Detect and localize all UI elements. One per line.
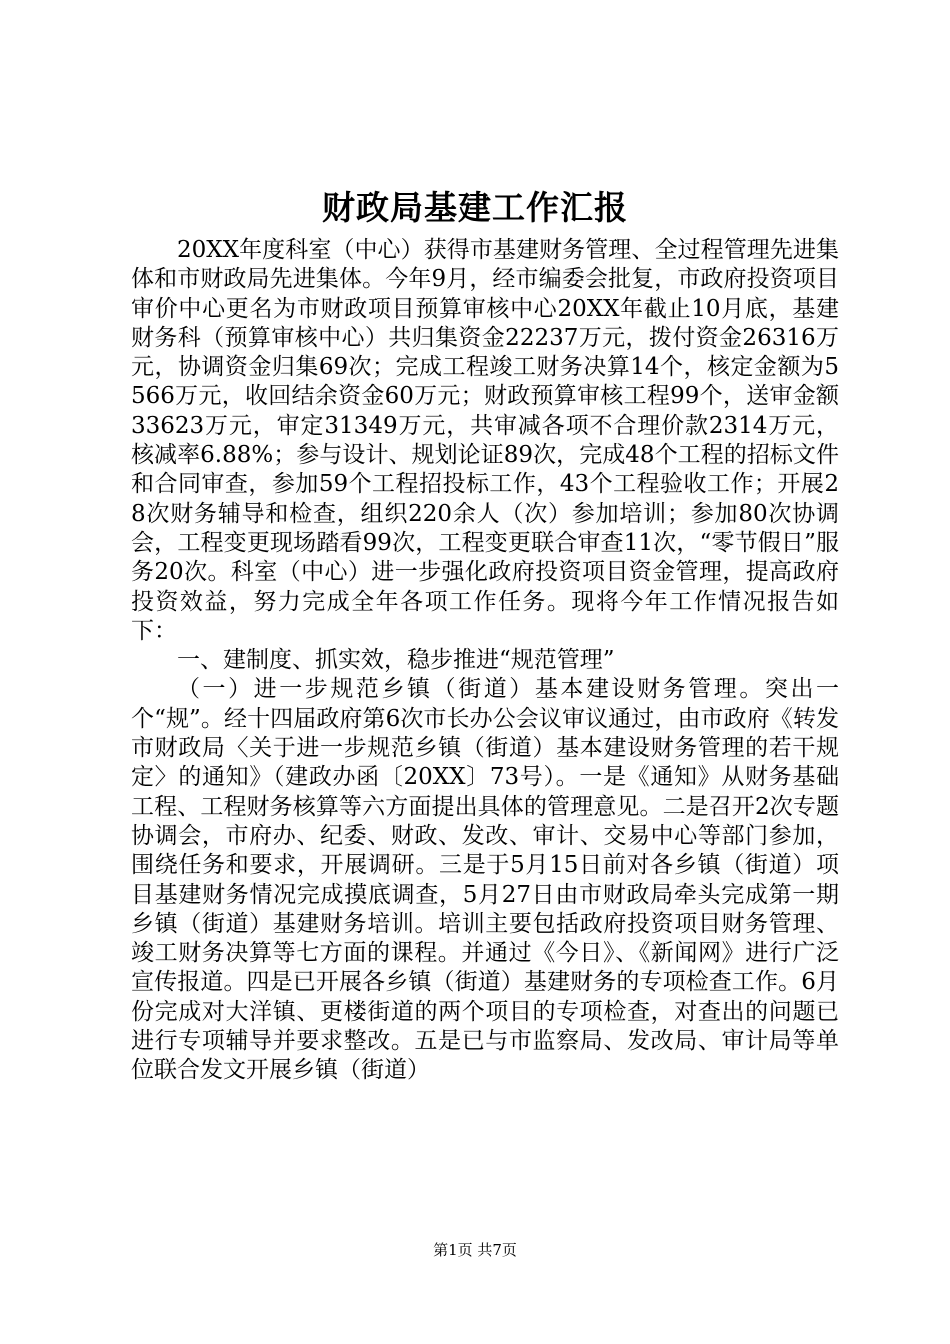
paragraph-section-1-1: （一）进一步规范乡镇（街道）基本建设财务管理。突出一个“规”。经十四届政府第6次市长办公会议审议通过，由市政府《转发市财政局〈关于进一步规范乡镇（街道）基本建设财务管理的若干规定〉的通知》（建政办函〔20XX〕73号）。一是《通知》从财务基础工程、工程财务核算等六方面提出具体的管理意见。二是召开2次专题协调会，市府办、纪委、财政、发改、审计、交易中心等部门参加，围绕任务和要求，开展调研。三是于5月15日前对各乡镇（街道）项目基建财务情况完成摸底调查，5月27日由市财政局牵头完成第一期乡镇（街道）基建财务培训。培训主要包括政府投资项目财务管理、竣工财务决算等七方面的课程。并通过《今日》、《新闻网》进行广泛宣传报道。四是已开展各乡镇（街道）基建财务的专项检查工作。6月份完成对大洋镇、更楼街道的两个项目的专项检查，对查出的问题已进行专项辅导并要求整改。五是已与市监察局、发改局、审计局等单位联合发文开展乡镇（街道） — [131, 676, 839, 1084]
page-footer: 第1页 共7页 — [433, 1241, 517, 1259]
paragraph-intro: 20XX年度科室（中心）获得市基建财务管理、全过程管理先进集体和市财政局先进集体。今年9月，经市编委会批复，市政府投资项目审价中心更名为市财政项目预算审核中心20XX年截止10月底，基建财务科（预算审核中心）共归集资金22237万元，拨付资金26316万元，协调资金归集69次；完成工程竣工财务决算14个，核定金额为5566万元，收回结余资金60万元；财政预算审核工程99个，送审金额33623万元，审定31349万元，共审减各项不合理价款2314万元，核减率6.88%；参与设计、规划论证89次，完成48个工程的招标文件和合同审查，参加59个工程招投标工作，43个工程验收工作；开展28次财务辅导和检查，组织220余人（次）参加培训；参加80次协调会，工程变更现场踏看99次，工程变更联合审查11次，“零节假日”服务20次。科室（中心）进一步强化政府投资项目资金管理，提高政府投资效益，努力完成全年各项工作任务。现将今年工作情况报告如下： — [131, 237, 839, 644]
document-title: 财政局基建工作汇报 — [322, 188, 628, 227]
section-heading-1: 一、建制度、抓实效，稳步推进“规范管理” — [177, 647, 615, 674]
document-body — [131, 236, 839, 1086]
